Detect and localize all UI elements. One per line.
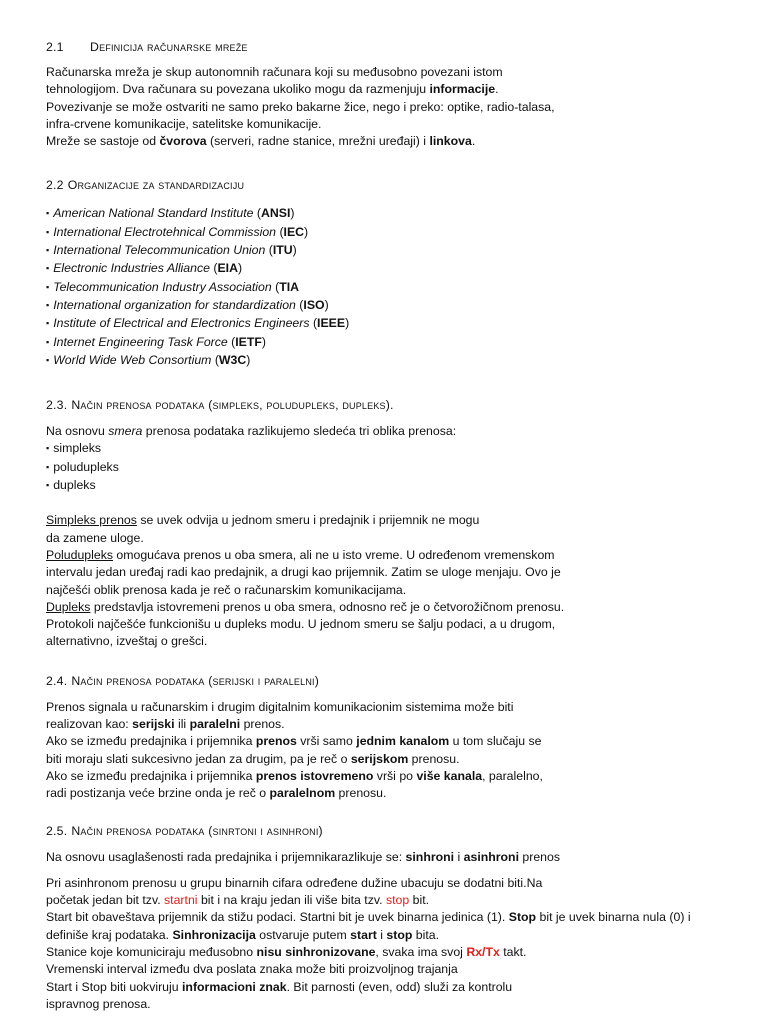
paragraph-line: definiše kraj podataka. Sinhronizacija ostvaruje putem start i stop bita.: [46, 927, 440, 942]
paragraph-line: ispravnog prenosa.: [46, 996, 151, 1011]
list-item: ▪ dupleks: [46, 477, 746, 495]
section-body-2-5: [46, 849, 746, 1014]
list-item: ▪ Internet Engineering Task Force (IETF): [46, 334, 746, 352]
list-item: ▪ simpleks: [46, 440, 746, 458]
list-item: ▪ Telecommunication Industry Association (TIA: [46, 279, 746, 297]
paragraph-line: Na osnovu smera prenosa podataka razlikujemo sledeća tri oblika prenosa:: [46, 424, 457, 439]
list-item: ▪ Institute of Electrical and Electronics Engineers (IEEE): [46, 315, 746, 333]
section-heading-2-1: 2.1 Definicija računarske mreže: [46, 40, 248, 54]
stop-highlight: stop: [385, 893, 410, 908]
paragraph-line: Mreže se sastoje od čvorova (serveri, radne stanice, mrežni uređaji) i linkova.: [46, 134, 476, 149]
paragraph-line: intervalu jedan uređaj radi kao predajnik, a drugi kao prijemnik. Zatim se uloge menjaju. Ovo je: [46, 565, 561, 580]
paragraph-line: Na osnovu usaglašenosti rada predajnika i prijemnikarazlikuje se: sinhroni i asinhroni prenos: [46, 849, 561, 864]
paragraph-line: Dupleks predstavlja istovremeni prenos u oba smera, odnosno reč je o četvorožičnom prenosu.: [46, 599, 565, 614]
paragraph-line: Računarska mreža je skup autonomnih računara koji su međusobno povezani istom: [46, 65, 503, 79]
rx-tx-highlight: Rx/Tx: [466, 944, 500, 959]
paragraph-line: Start bit obaveštava prijemnik da stižu podaci. Startni bit je uvek binarna jedinica (1). Stop bit je uvek binarna nula (0) i: [46, 910, 691, 925]
section-body-2-1: [46, 64, 746, 150]
paragraph-line: Simpleks prenos se uvek odvija u jednom smeru i predajnik i prijemnik ne mogu: [46, 513, 480, 528]
section-heading-2-4: 2.4. Način prenosa podataka (serijski i paralelni): [46, 673, 320, 688]
document-page: [46, 38, 746, 1013]
paragraph-line: biti moraju slati sukcesivno jedan za drugim, pa je reč o serijskom prenosu.: [46, 751, 460, 766]
startni-highlight: startni: [164, 893, 198, 908]
paragraph-line: tehnologijom. Dva računara su povezana ukoliko mogu da razmenjuju informacije.: [46, 82, 499, 97]
list-item: ▪ American National Standard Institute (ANSI): [46, 205, 746, 223]
paragraph-line: Ako se između predajnika i prijemnika prenos vrši samo jednim kanalom u tom slučaju se: [46, 734, 542, 749]
paragraph-line: radi postizanja veće brzine onda je reč o paralelnom prenosu.: [46, 786, 387, 801]
organization-list: [46, 205, 746, 370]
paragraph-line: Povezivanje se može ostvariti ne samo preko bakarne žice, nego i preko: optike, radio-talasa,: [46, 99, 555, 114]
paragraph-line: Pri asinhronom prenosu u grupu binarnih cifara određene dužine ubacuju se dodatni biti.Na: [46, 875, 543, 890]
paragraph-line: početak jedan bit tzv. startni bit i na kraju jedan ili više bita tzv. stop bit.: [46, 893, 430, 908]
section-body-2-3: [46, 423, 746, 651]
list-item: ▪ International organization for standardization (ISO): [46, 297, 746, 315]
transmission-type-list: [46, 440, 746, 495]
list-item: ▪ World Wide Web Consortium (W3C): [46, 352, 746, 370]
list-item: ▪ International Electrotehnical Commission (IEC): [46, 224, 746, 242]
paragraph-line: Poludupleks omogućava prenos u oba smera, ali ne u isto vreme. U određenom vremenskom: [46, 547, 555, 562]
paragraph-line: Prenos signala u računarskim i drugim digitalnim komunikacionim sistemima može biti: [46, 699, 514, 714]
paragraph-line: alternativno, izveštaj o grešci.: [46, 634, 208, 649]
section-heading-2-3: 2.3. Način prenosa podataka (simpleks, poludupleks, dupleks).: [46, 398, 394, 413]
paragraph-line: Vremenski interval između dva poslata znaka može biti proizvoljnog trajanja: [46, 962, 458, 977]
paragraph-line: infra-crvene komunikacije, satelitske komunikacije.: [46, 116, 322, 131]
list-item: ▪ Electronic Industries Alliance (EIA): [46, 260, 746, 278]
section-heading-2-2: 2.2 Organizacije za standardizaciju: [46, 178, 245, 193]
list-item: ▪ poludupleks: [46, 459, 746, 477]
section-heading-2-5: 2.5. Način prenosa podataka (sinrtoni i asinhroni): [46, 823, 323, 838]
paragraph-line: Ako se između predajnika i prijemnika prenos istovremeno vrši po više kanala, paralelno,: [46, 768, 543, 783]
paragraph-line: da zamene uloge.: [46, 530, 144, 545]
list-item: ▪ International Telecommunication Union (ITU): [46, 242, 746, 260]
section-body-2-4: [46, 699, 746, 803]
paragraph-line: najčešći oblik prenosa kada je reč o računarskim komunikacijama.: [46, 582, 407, 597]
paragraph-line: Start i Stop biti uokviruju informacioni znak. Bit parnosti (even, odd) služi za kontrolu: [46, 979, 513, 994]
paragraph-line: Protokoli najčešće funkcionišu u dupleks modu. U jednom smeru se šalju podaci, a u drugom,: [46, 617, 556, 632]
paragraph-line: realizovan kao: serijski ili paralelni prenos.: [46, 717, 285, 732]
paragraph-line: Stanice koje komuniciraju međusobno nisu sinhronizovane, svaka ima svoj Rx/Tx takt.: [46, 944, 527, 959]
